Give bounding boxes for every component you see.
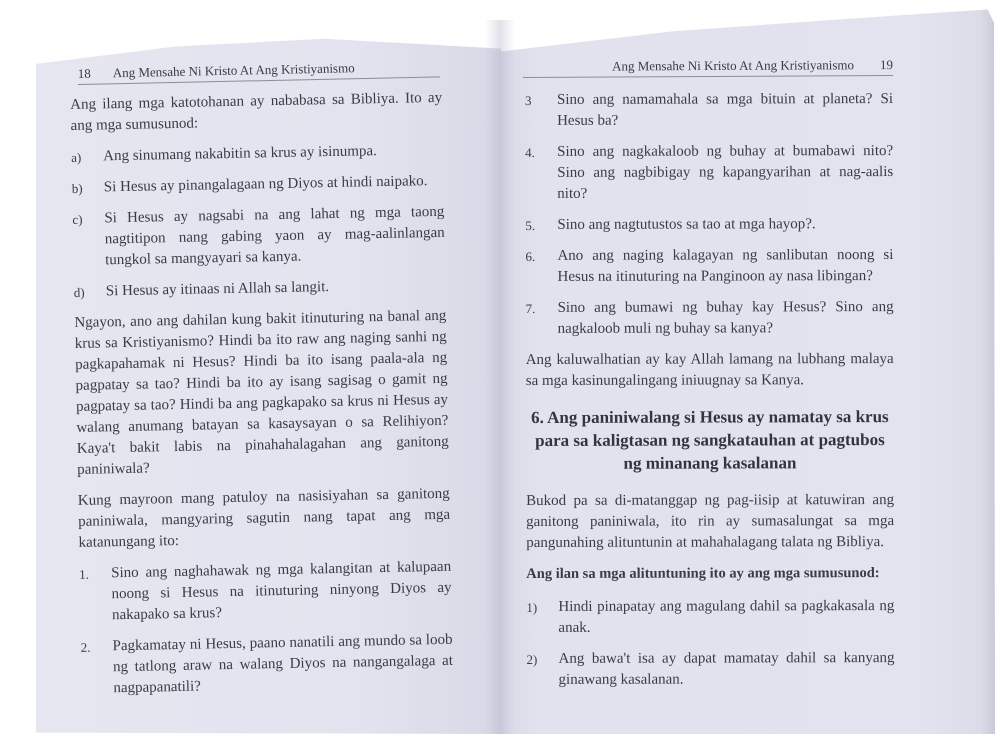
right-running-head xyxy=(523,57,893,78)
item-text: Si Hesus ay itinaas ni Allah sa langit. xyxy=(105,279,330,300)
section-paragraph: Bukod pa sa di-matanggap ng pag-iisip at katuwiran ang ganitong paniniwala, ito rin ay sumasalungat sa mga pangunahing alituntunin at mahahalagang talata ng Bibliya. xyxy=(526,492,895,551)
item-marker: c) xyxy=(72,211,83,227)
numbered-item-6 xyxy=(525,245,893,288)
lettered-item-a xyxy=(71,140,443,168)
item-text: Sino ang nagkakaloob ng buhay at bumabawi nito? Sino ang nagbibigay ng kapangyarihan at nag-aalis nito? xyxy=(557,143,894,202)
item-marker: 6. xyxy=(525,248,536,264)
item-marker: 1. xyxy=(79,566,90,582)
numbered-item-2 xyxy=(80,630,453,700)
right-running-title: Ang Mensahe Ni Kristo At Ang Kristiyanismo xyxy=(612,57,855,74)
left-running-title: Ang Mensahe Ni Kristo At Ang Kristiyanismo xyxy=(112,60,355,81)
left-page-number: 18 xyxy=(77,65,91,82)
item-text: Hindi pinapatay ang magulang dahil sa pagkakasala ng anak. xyxy=(558,598,895,636)
item-marker: 2) xyxy=(526,651,538,667)
right-page-number: 19 xyxy=(879,57,894,73)
numbered-item-1 xyxy=(79,557,452,627)
lettered-item-d xyxy=(74,275,446,303)
right-page-body xyxy=(525,89,895,701)
item-marker: 2. xyxy=(80,639,91,655)
item-text: Ang bawa't isa ay dapat mamatay dahil sa kanyang ginawang kasalanan. xyxy=(558,650,895,688)
numbered-item-3 xyxy=(525,89,893,132)
item-marker: d) xyxy=(73,284,85,300)
rule-item-2 xyxy=(526,648,894,691)
item-text: Sino ang nagtutustos sa tao at mga hayop?. xyxy=(557,216,816,233)
item-text: Ano ang naging kalagayan ng sanlibutan noong si Hesus na itinuturing na Panginoon ay nasa libingan? xyxy=(557,247,894,285)
item-marker: a) xyxy=(71,149,82,165)
intro-paragraph: Ang ilang mga katotohanan ay nababasa sa Bibliya. Ito ay ang mga sumusunod: xyxy=(70,89,443,134)
rules-lead: Ang ilan sa mga alituntuning ito ay ang mga sumusunod: xyxy=(526,565,880,582)
item-text: Pagkamatay ni Hesus, paano nanatili ang mundo sa loob ng tatlong araw na walang Diyos na nangangalaga at nagpapanatili? xyxy=(112,631,454,697)
item-marker: b) xyxy=(71,180,83,196)
item-text: Sino ang namamahala sa mga bituin at planeta? Si Hesus ba? xyxy=(557,91,894,129)
cross-question-paragraph: Ngayon, ano ang dahilan kung bakit itinuturing na banal ang krus sa Kristiyanismo? Hindi ba ito raw ang naging sanhi ng pagkapahamak ni Hesus? Hindi ba ito isang paala-ala ng pagpatay sa tao? Hindi ba ito ay isang sagisag o gamit ng pagpatay sa tao? Hindi ba ang pagkapako sa krus ni Hesus ay walang anumang batayan sa kasaysayan o sa Relihiyon? Kaya't bakit labis na pinahahalagahan ang ganitong paniniwala? xyxy=(74,307,449,478)
item-text: Si Hesus ay pinangalagaan ng Diyos at hindi naipako. xyxy=(103,173,428,196)
item-text: Sino ang bumawi ng buhay kay Hesus? Sino ang nagkaloob muli ng buhay sa kanya? xyxy=(557,299,894,337)
item-text: Sino ang naghahawak ng mga kalangitan at kalupaan noong si Hesus na itinuturing ninyong Diyos ay nakapako sa krus? xyxy=(111,558,452,624)
section-heading: 6. Ang paniniwalang si Hesus ay namatay sa krus para sa kaligtasan ng sangkatauhan at pagtubos ng minanang kasalanan xyxy=(531,407,889,473)
item-marker: 4. xyxy=(525,144,535,160)
rule-item-1 xyxy=(526,596,894,639)
item-text: Si Hesus ay nagsabi na ang lahat ng mga taong nagtitipon nang gabing yaon ay mag-aalinlangan tungkol sa mangyayari sa kanya. xyxy=(104,203,445,269)
numbered-item-5 xyxy=(525,214,893,236)
item-text: Ang sinumang nakabitin sa krus ay isinumpa. xyxy=(103,143,378,165)
numbered-item-4 xyxy=(525,141,893,205)
numbered-item-7 xyxy=(526,297,894,340)
left-page-body xyxy=(70,88,454,710)
item-marker: 1) xyxy=(526,599,538,615)
item-marker: 3 xyxy=(525,92,532,108)
lettered-item-b xyxy=(72,171,444,199)
item-marker: 5. xyxy=(525,217,536,233)
challenge-paragraph: Kung mayroon mang patuloy na nasisiyahan sa ganitong paniniwala, mangyaring sagutin nang tapat ang mga katanungang ito: xyxy=(77,485,451,551)
glory-paragraph: Ang kaluwalhatian ay kay Allah lamang na lubhang malaya sa mga kasinungalingang iniuugnay sa Kanya. xyxy=(525,351,894,389)
lettered-item-c xyxy=(72,202,445,272)
item-marker: 7. xyxy=(525,300,536,316)
